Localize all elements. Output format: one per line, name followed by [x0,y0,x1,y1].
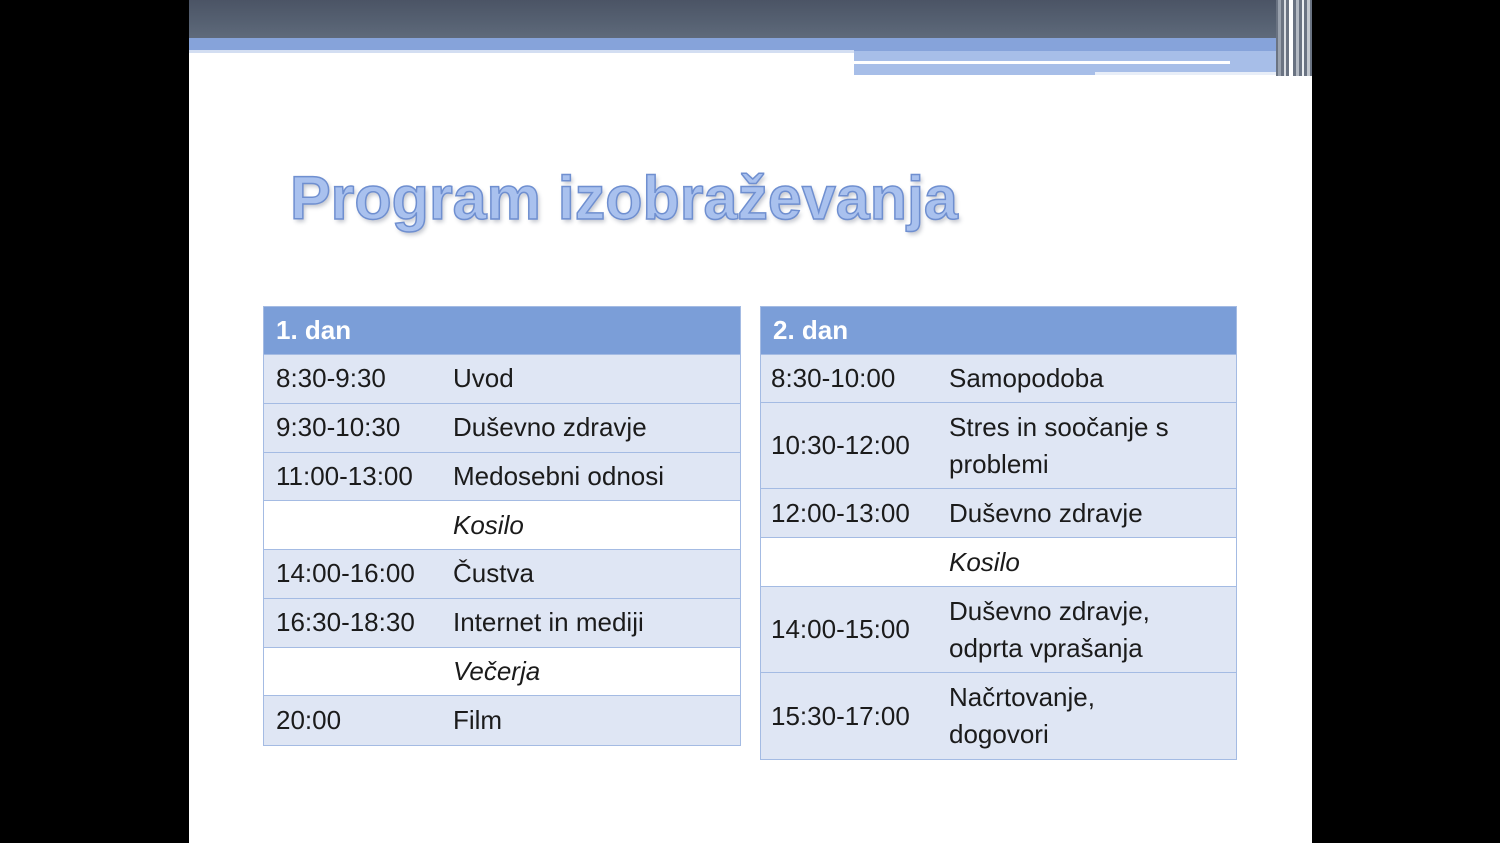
activity-cell: Film [453,705,503,736]
time-cell: 10:30-12:00 [771,430,910,460]
activity-cell: Kosilo [453,509,524,540]
activity-cell: Uvod [453,363,514,394]
time-cell: 15:30-17:00 [771,700,910,731]
top-dark-bar [189,0,1312,38]
break-row [264,648,740,697]
table-row [761,355,1236,403]
activity-cell: Načrtovanje, dogovori [949,682,1095,749]
break-row [264,501,740,550]
table-row [264,404,740,453]
time-cell: 9:30-10:30 [276,412,401,443]
time-cell: 14:00-15:00 [771,614,910,644]
time-cell: 8:30-9:30 [276,363,386,394]
table-row [264,696,740,745]
table-row [761,673,1236,759]
table-row [264,453,740,502]
activity-cell: Medosebni odnosi [453,460,665,491]
time-cell: 14:00-16:00 [276,558,415,589]
activity-cell: Samopodoba [949,363,1104,393]
activity-cell: Duševno zdravje, odprta vprašanja [949,595,1150,663]
activity-cell: Internet in mediji [453,607,644,638]
day-header: 1. dan [264,307,740,355]
break-row [761,538,1236,587]
activity-cell: Duševno zdravje [949,497,1143,528]
schedule-table-day1 [263,306,741,746]
table-row [264,599,740,648]
table-row [761,489,1236,538]
table-row [264,355,740,404]
corner-stripes [1276,0,1312,76]
time-cell: 20:00 [276,705,342,736]
schedule-table-day2 [760,306,1237,760]
activity-cell: Čustva [453,558,534,589]
activity-cell: Kosilo [949,546,1020,577]
time-cell: 8:30-10:00 [771,363,896,393]
day-header: 2. dan [761,307,1236,355]
slide [189,0,1312,843]
activity-cell: Duševno zdravje [453,412,647,443]
slide-title: Program izobraževanja [290,164,958,232]
activity-cell: Večerja [453,655,541,686]
table-row [264,550,740,599]
table-row [761,587,1236,673]
activity-cell: Stres in soočanje s problemi [949,411,1169,479]
time-cell: 11:00-13:00 [276,460,413,491]
accent-line [189,50,854,53]
time-cell: 12:00-13:00 [771,497,910,528]
table-row [761,403,1236,489]
accent-white-line [854,61,1230,64]
accent-light-strip [1095,72,1290,75]
time-cell: 16:30-18:30 [276,607,415,638]
